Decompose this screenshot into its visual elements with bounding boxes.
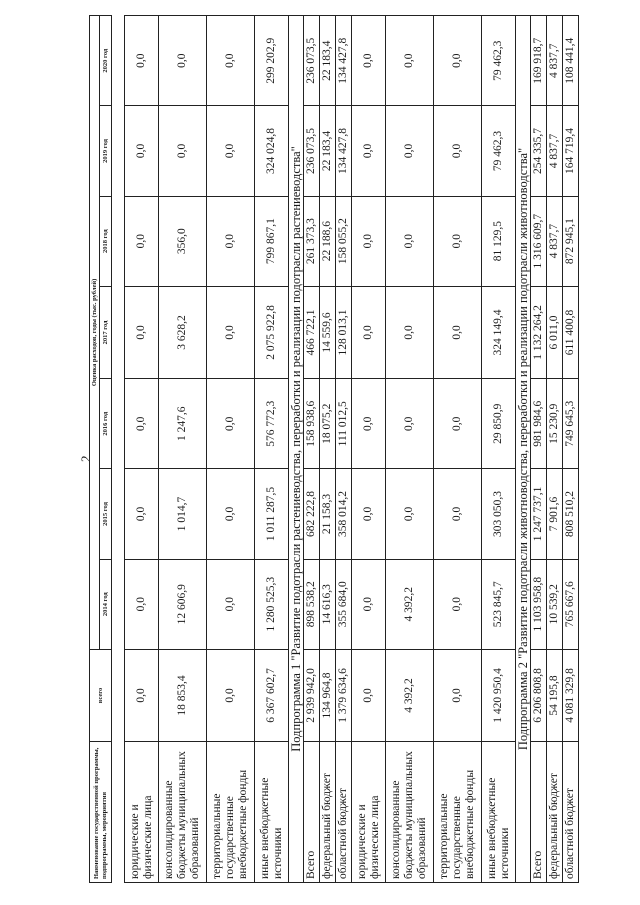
value-cell: 54 195,8 [547,649,563,741]
value-cell: 128 013,1 [336,286,352,378]
value-cell: 0,0 [125,649,159,741]
value-cell: 0,0 [125,469,159,559]
value-cell: 0,0 [352,559,386,649]
row-label: юридические и физические лица [352,742,386,883]
value-cell: 523 845,7 [482,559,516,649]
value-cell: 4 081 329,8 [563,649,579,741]
value-cell: 872 945,1 [563,196,579,286]
value-cell: 158 938,6 [304,379,320,469]
value-cell: 14 616,3 [320,559,336,649]
value-cell: 0,0 [352,106,386,196]
table-row [482,16,516,883]
value-cell: 6 206 808,8 [531,649,547,741]
value-cell: 22 183,4 [320,106,336,196]
value-cell: 169 918,7 [531,16,547,106]
row-label: Всего [304,742,320,883]
value-cell: 799 867,1 [255,196,289,286]
value-cell: 254 335,7 [531,106,547,196]
value-cell: 0,0 [386,16,434,106]
row-label: территориальные государственные внебюджетные фонды [434,742,482,883]
value-cell: 0,0 [207,469,255,559]
value-cell: 356,0 [159,196,207,286]
value-cell: 0,0 [125,196,159,286]
value-cell: 2 075 922,8 [255,286,289,378]
value-cell: 6 011,0 [547,286,563,378]
value-cell: 1 103 958,8 [531,559,547,649]
value-cell: 4 837,7 [547,106,563,196]
table-row [563,16,579,883]
value-cell: 111 012,5 [336,379,352,469]
value-cell: 0,0 [352,16,386,106]
value-cell: 10 539,2 [547,559,563,649]
value-cell: 0,0 [159,106,207,196]
table-row [547,16,563,883]
value-cell: 0,0 [207,106,255,196]
value-cell: 1 011 287,5 [255,469,289,559]
value-cell: 0,0 [125,286,159,378]
value-cell: 18 075,2 [320,379,336,469]
value-cell: 981 984,6 [531,379,547,469]
value-cell: 2 939 942,0 [304,649,320,741]
value-cell: 0,0 [125,379,159,469]
value-cell: 4 392,2 [386,649,434,741]
value-cell: 1 379 634,6 [336,649,352,741]
value-cell: 21 158,3 [320,469,336,559]
value-cell: 134 427,8 [336,106,352,196]
value-cell: 355 684,0 [336,559,352,649]
value-cell: 1 316 609,7 [531,196,547,286]
value-cell: 358 014,2 [336,469,352,559]
row-label: федеральный бюджет [547,742,563,883]
value-cell: 1 132 264,2 [531,286,547,378]
value-cell: 0,0 [207,559,255,649]
value-cell: 0,0 [125,106,159,196]
row-label: областной бюджет [563,742,579,883]
value-cell: 0,0 [159,16,207,106]
value-cell: 0,0 [352,379,386,469]
value-cell: 0,0 [125,559,159,649]
value-cell: 0,0 [434,16,482,106]
value-cell: 0,0 [434,649,482,741]
value-cell: 236 073,5 [304,16,320,106]
subprogram-title-row [289,16,304,883]
value-cell: 0,0 [207,286,255,378]
value-cell: 1 014,7 [159,469,207,559]
value-cell: 1 420 950,4 [482,649,516,741]
value-cell: 261 373,3 [304,196,320,286]
value-cell: 29 850,9 [482,379,516,469]
value-cell: 1 280 525,3 [255,559,289,649]
value-cell: 0,0 [125,16,159,106]
row-label: иные внебюджетные источники [255,742,289,883]
row-label: консолидированные бюджеты муниципальных образований [159,742,207,883]
value-cell: 12 606,9 [159,559,207,649]
value-cell: 0,0 [352,196,386,286]
table-row [531,16,547,883]
value-cell: 0,0 [434,379,482,469]
value-cell: 324 149,4 [482,286,516,378]
value-cell: 4 837,7 [547,196,563,286]
value-cell: 1 247 737,1 [531,469,547,559]
row-label: федеральный бюджет [320,742,336,883]
value-cell: 22 188,6 [320,196,336,286]
value-cell: 4 392,2 [386,559,434,649]
row-label: Всего [531,742,547,883]
subprogram-title-row [516,16,531,883]
table-row [336,16,352,883]
value-cell: 749 645,3 [563,379,579,469]
value-cell: 808 510,2 [563,469,579,559]
table-row [320,16,336,883]
value-cell: 134 427,8 [336,16,352,106]
header-year: 2018 год [100,196,112,286]
value-cell: 0,0 [386,106,434,196]
table-row [159,16,207,883]
subprogram-title: Подпрограмма 2 "Развитие подотрасли животноводства, переработки и реализации подотрасли животноводства" [516,16,531,883]
value-cell: 0,0 [207,16,255,106]
page-number: 2 [78,455,93,462]
header-year: 2019 год [100,106,112,196]
value-cell: 0,0 [434,469,482,559]
value-cell: 0,0 [434,196,482,286]
header-gap [112,16,125,883]
value-cell: 4 837,7 [547,16,563,106]
row-label: иные внебюджетные источники [482,742,516,883]
value-cell: 0,0 [352,649,386,741]
value-cell: 7 901,6 [547,469,563,559]
value-cell: 108 441,4 [563,16,579,106]
value-cell: 22 183,4 [320,16,336,106]
value-cell: 466 722,1 [304,286,320,378]
table-row [304,16,320,883]
table-row [207,16,255,883]
header-year: 2015 год [100,469,112,559]
value-cell: 14 559,6 [320,286,336,378]
header-total: всего [90,649,112,741]
row-label: территориальные государственные внебюджетные фонды [207,742,255,883]
value-cell: 236 073,5 [304,106,320,196]
value-cell: 79 462,3 [482,106,516,196]
value-cell: 3 628,2 [159,286,207,378]
value-cell: 18 853,4 [159,649,207,741]
value-cell: 0,0 [207,196,255,286]
value-cell: 158 055,2 [336,196,352,286]
header-name-column: Наименование государственной программы, подпрограммы, мероприятия [90,742,112,883]
value-cell: 611 400,8 [563,286,579,378]
value-cell: 0,0 [207,649,255,741]
value-cell: 0,0 [352,469,386,559]
value-cell: 1 247,6 [159,379,207,469]
row-label: консолидированные бюджеты муниципальных образований [386,742,434,883]
subprogram-title: Подпрограмма 1 "Развитие подотрасли растениеводства, переработки и реализации подотрасли растениеводства" [289,16,304,883]
header-year: 2014 год [100,559,112,649]
value-cell: 0,0 [386,196,434,286]
value-cell: 164 719,4 [563,106,579,196]
budget-table [89,15,579,883]
value-cell: 898 538,2 [304,559,320,649]
table-row [255,16,289,883]
header-year: 2016 год [100,379,112,469]
value-cell: 303 050,3 [482,469,516,559]
value-cell: 299 202,9 [255,16,289,106]
value-cell: 576 772,3 [255,379,289,469]
value-cell: 0,0 [207,379,255,469]
value-cell: 81 129,5 [482,196,516,286]
header-year: 2020 год [100,16,112,106]
header-estimate-group: Оценка расходов, годы (тыс. рублей) [90,16,100,650]
table-row [352,16,386,883]
value-cell: 0,0 [386,469,434,559]
value-cell: 0,0 [434,286,482,378]
value-cell: 0,0 [434,106,482,196]
value-cell: 0,0 [434,559,482,649]
value-cell: 0,0 [386,379,434,469]
row-label: областной бюджет [336,742,352,883]
value-cell: 79 462,3 [482,16,516,106]
value-cell: 6 367 602,7 [255,649,289,741]
value-cell: 765 667,6 [563,559,579,649]
value-cell: 15 230,9 [547,379,563,469]
value-cell: 324 024,8 [255,106,289,196]
row-label: юридические и физические лица [125,742,159,883]
value-cell: 134 964,8 [320,649,336,741]
value-cell: 0,0 [352,286,386,378]
table-row [434,16,482,883]
value-cell: 0,0 [386,286,434,378]
header-year: 2017 год [100,286,112,378]
value-cell: 682 222,8 [304,469,320,559]
table-row [386,16,434,883]
table-row [125,16,159,883]
